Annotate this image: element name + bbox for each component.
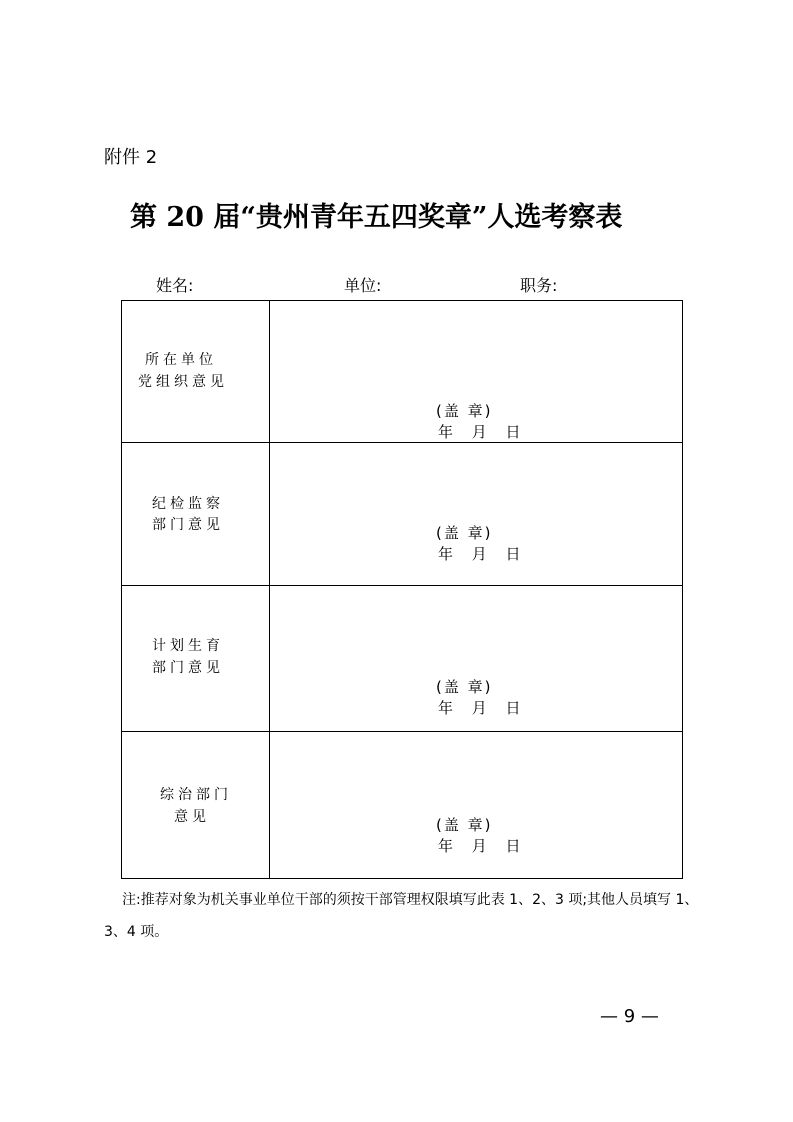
row-label-cell [122, 586, 270, 732]
attachment-label: 附件 2 [104, 147, 158, 168]
row-label-line1: 所在单位 [145, 352, 217, 368]
review-table [121, 300, 683, 879]
row-label-line1: 综治部门 [160, 787, 232, 803]
page-title: 第 20 届“贵州青年五四奖章”人选考察表 [130, 202, 623, 233]
row-label-cell [122, 732, 270, 879]
date-text: 年 月 日 [438, 423, 521, 441]
footnote: 注:推荐对象为机关事业单位干部的须按干部管理权限填写此表 1、2、3 项;其他人员填写 1、3、4 项。 [104, 892, 699, 940]
row-label-line2: 部门意见 [152, 517, 224, 533]
row-label-line2: 意见 [174, 809, 210, 825]
opinion-field[interactable] [270, 301, 683, 443]
row-label-line1: 计划生育 [152, 638, 224, 654]
name-label: 姓名: [156, 276, 194, 295]
date-text: 年 月 日 [438, 545, 521, 563]
position-label: 职务: [520, 276, 558, 295]
row-label-line2: 部门意见 [152, 660, 224, 676]
date-text: 年 月 日 [438, 699, 521, 717]
date-text: 年 月 日 [438, 837, 521, 855]
seal-text: (盖 章) [436, 402, 493, 420]
row-label-cell [122, 301, 270, 443]
seal-text: (盖 章) [436, 816, 493, 834]
page-number: — 9 — [600, 1006, 659, 1027]
opinion-field[interactable] [270, 443, 683, 586]
seal-text: (盖 章) [436, 678, 493, 696]
review-row-party-organization [122, 301, 683, 443]
unit-label: 单位: [344, 276, 382, 295]
opinion-field[interactable] [270, 586, 683, 732]
row-label-cell [122, 443, 270, 586]
row-label-line2: 党组织意见 [138, 374, 228, 390]
review-row-family-planning [122, 586, 683, 732]
review-row-discipline-inspection [122, 443, 683, 586]
review-row-comprehensive-governance [122, 732, 683, 879]
seal-text: (盖 章) [436, 524, 493, 542]
opinion-field[interactable] [270, 732, 683, 879]
row-label-line1: 纪检监察 [152, 496, 224, 512]
